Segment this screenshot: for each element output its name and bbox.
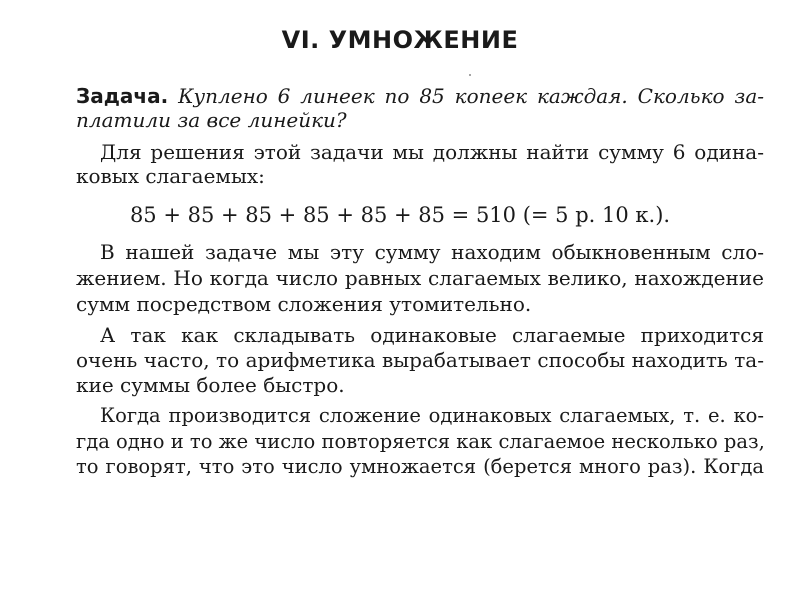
paragraph-4-line-3: то говорят, что это число умножается (берется много раз). Когда <box>76 455 764 478</box>
task-line-2: платили за все линейки? <box>76 108 347 132</box>
task-line-1 <box>76 84 764 108</box>
paragraph-2-line-3: сумм посредством сложения утомительно. <box>76 292 532 316</box>
paragraph-1-line-2: ковых слагаемых: <box>76 164 265 188</box>
scan-speck <box>469 74 471 76</box>
paragraph-2-line-1: В нашей задаче мы эту сумму находим обыкновенным сло- <box>100 240 764 264</box>
paragraph-3-line-2: очень часто, то арифметика вырабатывает способы находить та- <box>76 348 764 372</box>
paragraph-4-line-1: Когда производится сложение одинаковых слагаемых, т. е. ко- <box>100 404 764 427</box>
paragraph-3-line-1: А так как складывать одинаковые слагаемые приходится <box>100 323 764 347</box>
paragraph-3-line-3: кие суммы более быстро. <box>76 373 345 397</box>
paragraph-2-line-2: жением. Но когда число равных слагаемых велико, нахождение <box>76 266 764 290</box>
task-text-1: Куплено 6 линеек по 85 копеек каждая. Сколько за- <box>178 84 765 108</box>
paragraph-4-line-2: гда одно и то же число повторяется как слагаемое несколько раз, <box>76 430 765 453</box>
page-title: VI. УМНОЖЕНИЕ <box>281 26 519 54</box>
paragraph-1-line-1: Для решения этой задачи мы должны найти сумму 6 одина- <box>100 140 764 164</box>
sum-formula: 85 + 85 + 85 + 85 + 85 + 85 = 510 (= 5 р. 10 к.). <box>129 203 671 227</box>
task-label: Задача. <box>76 84 169 108</box>
